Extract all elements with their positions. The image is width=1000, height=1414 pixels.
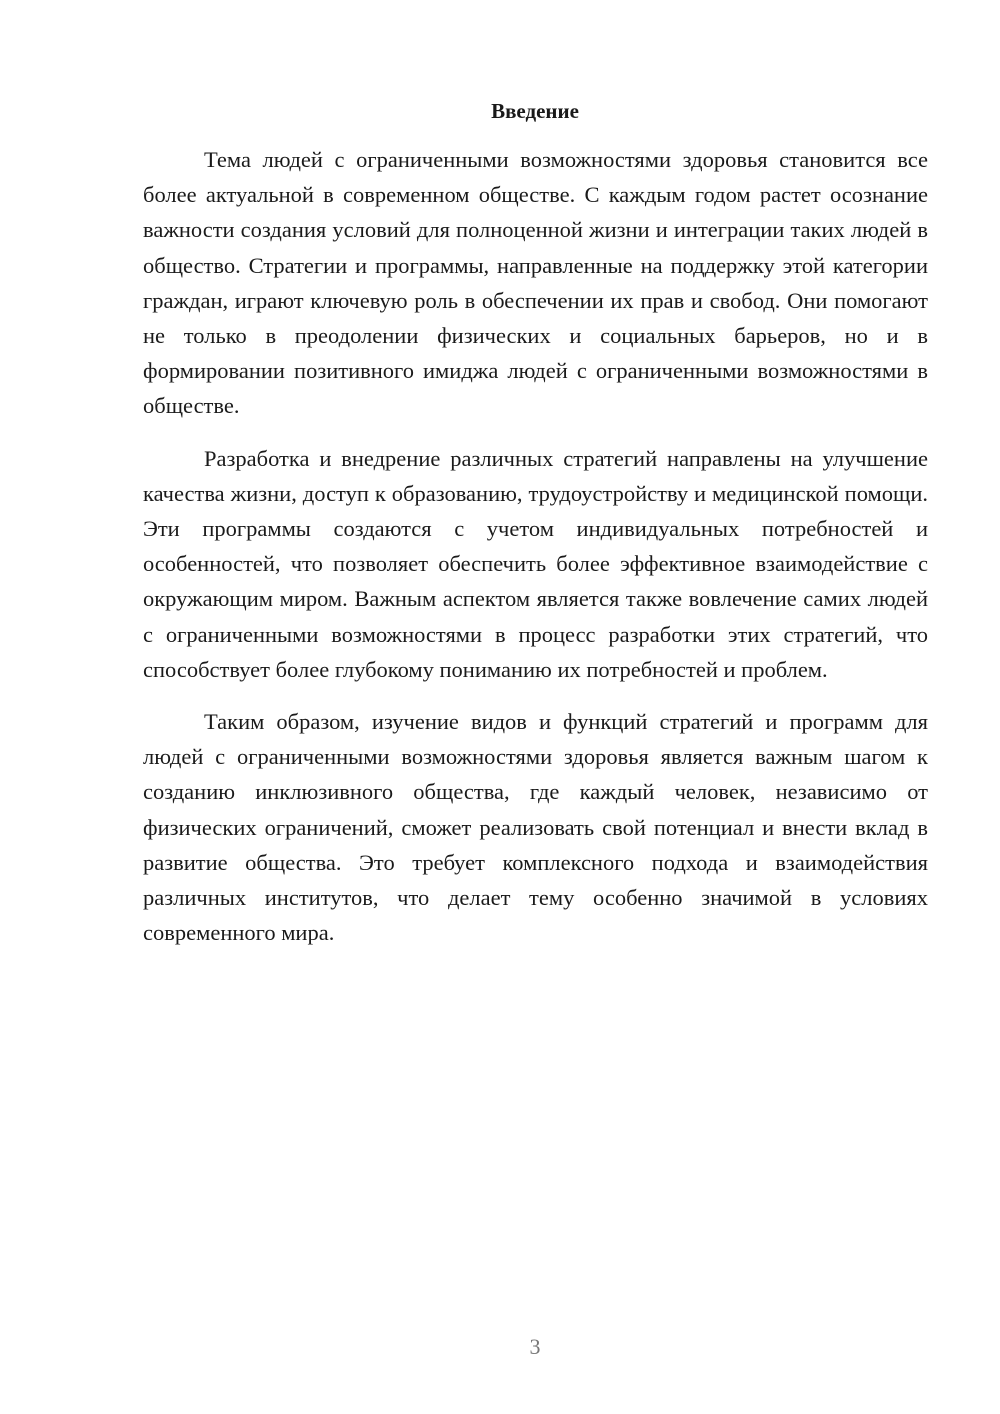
paragraph-2: Разработка и внедрение различных стратегий направлены на улучшение качества жизни, доступ к образованию, трудоустройству и медицинской помощи. Эти программы создаются с учетом индивидуальных потребностей и особенностей, что позволяет обеспечить более эффективное взаимодействие с окружающим миром. Важным аспектом является также вовлечение самих людей с ограниченными возможностями в процесс разработки этих стратегий, что способствует более глубокому пониманию их потребностей и проблем. (143, 445, 928, 682)
paragraph-1: Тема людей с ограниченными возможностями здоровья становится все более актуальной в современном обществе. С каждым годом растет осознание важности создания условий для полноценной жизни и интеграции таких людей в общество. Стратегии и программы, направленные на поддержку этой категории граждан, играют ключевую роль в обеспечении их прав и свобод. Они помогают не только в преодолении физических и социальных барьеров, но и в формировании позитивного имиджа людей с ограниченными возможностями в обществе. (143, 147, 928, 419)
page-number: 3 (529, 1334, 541, 1359)
paragraph-3: Таким образом, изучение видов и функций стратегий и программ для людей с ограниченными возможностями здоровья является важным шагом к созданию инклюзивного общества, где каждый человек, независимо от физических ограничений, сможет реализовать свой потенциал и внести вклад в развитие общества. Это требует комплексного подхода и взаимодействия различных институтов, что делает тему особенно значимой в условиях современного мира. (143, 709, 928, 946)
body-text (143, 142, 928, 950)
section-title: Введение (491, 99, 579, 123)
